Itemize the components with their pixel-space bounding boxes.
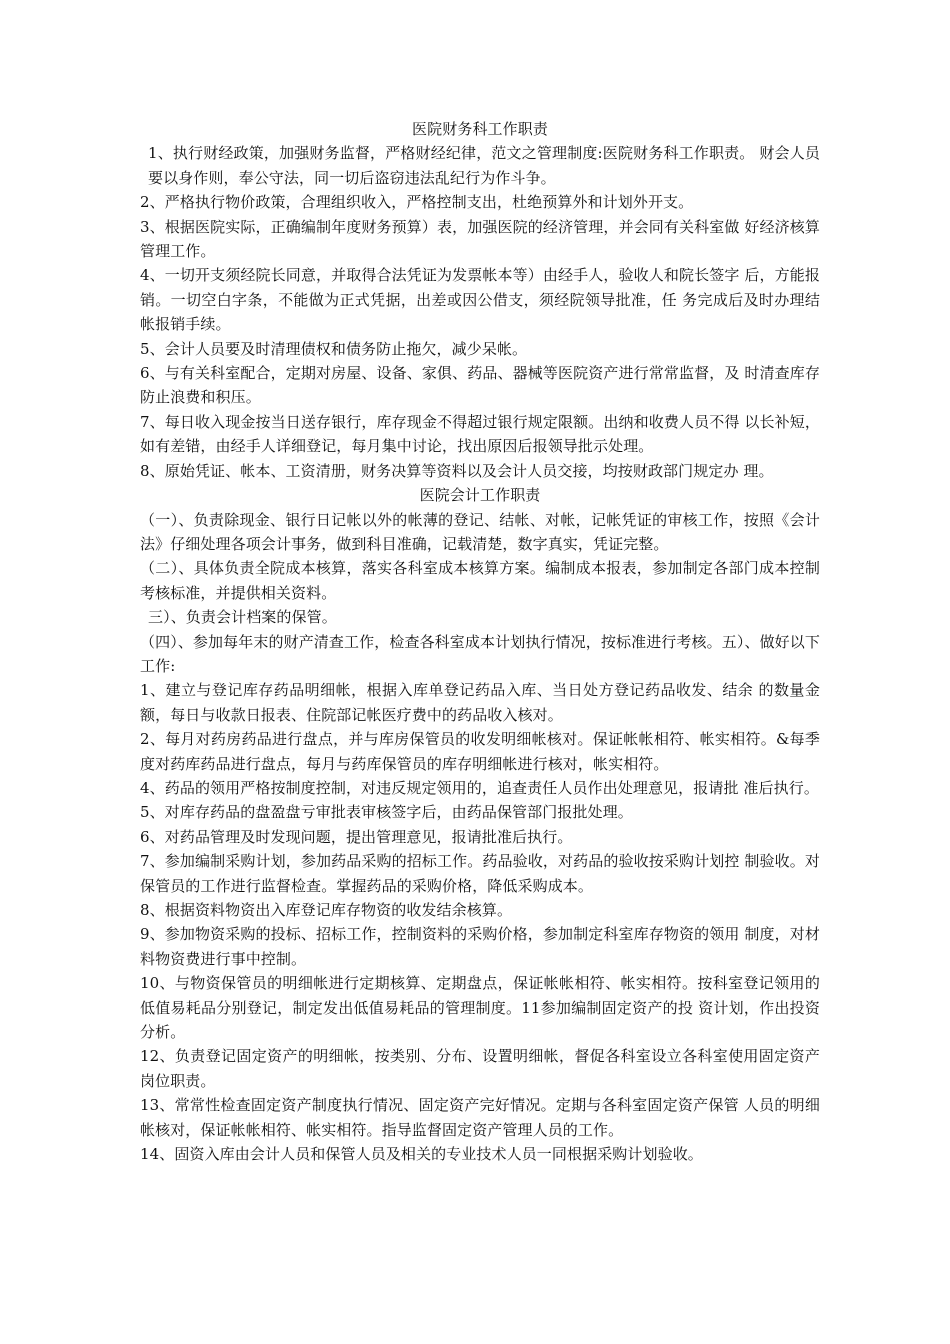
paragraph: 12、负责登记固定资产的明细帐，按类别、分布、设置明细帐，督促各科室设立各科室使用固定资产岗位职责。	[140, 1047, 820, 1090]
paragraph: 13、常常性检查固定资产制度执行情况、固定资产完好情况。定期与各科室固定资产保管 人员的明细帐核对，保证帐帐相符、帐实相符。指导监督固定资产管理人员的工作。	[140, 1096, 820, 1139]
paragraph: 2、每月对药房药品进行盘点，并与库房保管员的收发明细帐核对。保证帐帐相符、帐实相符。&每季度对药库药品进行盘点，每月与药库保管员的库存明细帐进行核对，帐实相符。	[140, 730, 820, 773]
document-body	[140, 117, 820, 1166]
paragraph: 7、每日收入现金按当日送存银行，库存现金不得超过银行规定限额。出纳和收费人员不得 以长补短，如有差错，由经手人详细登记，每月集中讨论，找出原因后报领导批示处理。	[140, 412, 820, 456]
paragraph: 3、根据医院实际，正确编制年度财务预算）表，加强医院的经济管理，并会同有关科室做 好经济核算管理工作。	[140, 217, 820, 261]
paragraph: 6、对药品管理及时发现问题，提出管理意见，报请批准后执行。	[140, 827, 573, 846]
paragraph: 6、与有关科室配合，定期对房屋、设备、家俱、药品、器械等医院资产进行常常监督，及 时清查库存防止浪费和积压。	[140, 364, 820, 407]
title-finance-duties: 医院财务科工作职责	[412, 120, 548, 138]
paragraph: 1、执行财经政策，加强财务监督，严格财经纪律，范文之管理制度:医院财务科工作职责。 财会人员要以身作则，奉公守法，同一切后盗窃违法乱纪行为作斗争。	[148, 144, 820, 187]
paragraph: 2、严格执行物价政策，合理组织收入，严格控制支出，杜绝预算外和计划外开支。	[140, 193, 694, 212]
paragraph: 5、会计人员要及时清理债权和债务防止拖欠，减少呆帐。	[140, 339, 528, 358]
paragraph: 1、建立与登记库存药品明细帐，根据入库单登记药品入库、当日处方登记药品收发、结余 的数量金额，每日与收款日报表、住院部记帐医疗费中的药品收入核对。	[140, 681, 820, 724]
title-accounting-duties: 医院会计工作职责	[419, 486, 541, 505]
paragraph: 10、与物资保管员的明细帐进行定期核算、定期盘点，保证帐帐相符、帐实相符。按科室登记领用的低值易耗品分别登记，制定发出低值易耗品的管理制度。11参加编制固定资产的投 资计划，作出投资分析。	[140, 974, 820, 1042]
paragraph: 8、根据资料物资出入库登记库存物资的收发结余核算。	[140, 901, 513, 919]
paragraph: 5、对库存药品的盘盈盘亏审批表审核签字后，由药品保管部门报批处理。	[140, 803, 633, 822]
paragraph: 9、参加物资采购的投标、招标工作，控制资料的采购价格，参加制定科室库存物资的领用 制度，对材料物资费进行事中控制。	[140, 925, 820, 968]
paragraph: （一）、负责除现金、银行日记帐以外的帐薄的登记、结帐、对帐，记帐凭证的审核工作，按照《会计法》仔细处理各项会计事务，做到科目准确，记载清楚，数字真实，凭证完整。	[140, 510, 820, 553]
paragraph: 7、参加编制采购计划，参加药品采购的招标工作。药品验收，对药品的验收按采购计划控 制验收。对保管员的工作进行监督检查。掌握药品的采购价格，降低采购成本。	[140, 852, 820, 895]
paragraph: （二）、具体负责全院成本核算，落实各科室成本核算方案。编制成本报表，参加制定各部门成本控制考核标准，并提供相关资料。	[140, 559, 820, 602]
paragraph: （四）、参加每年末的财产清查工作，检查各科室成本计划执行情况，按标准进行考核。五）、做好以下工作:	[140, 632, 820, 675]
paragraph: 8、原始凭证、帐本、工资清册，财务决算等资料以及会计人员交接，均按财政部门规定办 理。	[140, 461, 774, 480]
paragraph: 三）、负责会计档案的保管。	[148, 608, 337, 627]
paragraph: 4、药品的领用严格按制度控制，对违反规定领用的，追查责任人员作出处理意见，报请批 准后执行。	[140, 778, 819, 797]
paragraph: 14、固资入库由会计人员和保管人员及相关的专业技术人员一同根据采购计划验收。	[140, 1145, 703, 1164]
paragraph: 4、一切开支须经院长同意，并取得合法凭证为发票帐本等）由经手人，验收人和院长签字 后，方能报销。一切空白字条，不能做为正式凭据，出差或因公借支，须经院领导批准，任 务完成后及时办理结帐报销手续。	[140, 266, 820, 334]
